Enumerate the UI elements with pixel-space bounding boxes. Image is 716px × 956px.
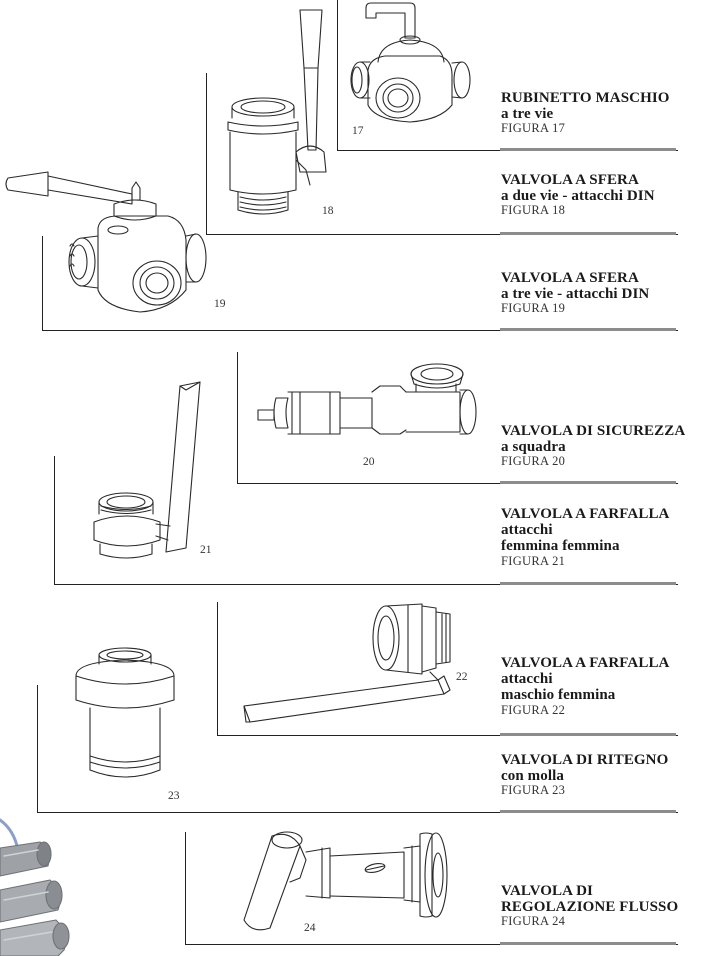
caption-figure-label: FIGURA 20 bbox=[501, 454, 566, 469]
caption-figure-label: FIGURA 19 bbox=[501, 301, 566, 316]
caption-title: VALVOLA A FARFALLA bbox=[501, 506, 670, 522]
caption-subtitle: attacchi bbox=[501, 671, 553, 688]
drawing-number-17: 17 bbox=[352, 125, 364, 137]
caption-subtitle: a due vie - attacchi DIN bbox=[501, 188, 655, 205]
decorative-pipes-image bbox=[0, 820, 69, 956]
caption-subtitle: a squadra bbox=[501, 439, 566, 456]
caption-subtitle: con molla bbox=[501, 768, 564, 785]
caption-title: RUBINETTO MASCHIO bbox=[501, 90, 670, 106]
caption-title: VALVOLA DI RITEGNO bbox=[501, 752, 669, 768]
drawing-figure-24 bbox=[244, 832, 447, 930]
drawing-figure-21 bbox=[94, 382, 200, 558]
drawing-number-22: 22 bbox=[456, 671, 468, 683]
drawing-number-21: 21 bbox=[200, 544, 212, 556]
drawing-figure-22 bbox=[244, 604, 450, 722]
caption-figure-label: FIGURA 17 bbox=[501, 121, 566, 136]
caption-subtitle: attacchi bbox=[501, 522, 553, 539]
drawing-figure-17 bbox=[351, 3, 470, 122]
drawing-figure-18 bbox=[228, 10, 326, 214]
drawing-figure-23 bbox=[76, 648, 174, 777]
drawing-figure-20 bbox=[258, 364, 476, 434]
caption-figure-label: FIGURA 22 bbox=[501, 702, 566, 717]
caption-title: VALVOLA A SFERA bbox=[501, 270, 639, 286]
caption-subtitle: a tre vie - attacchi DIN bbox=[501, 286, 650, 303]
caption-subtitle: REGOLAZIONE FLUSSO bbox=[501, 899, 679, 916]
caption-figure-label: FIGURA 18 bbox=[501, 203, 566, 218]
caption-figure-label: FIGURA 21 bbox=[501, 553, 566, 568]
caption-title: VALVOLA DI bbox=[501, 883, 593, 899]
drawing-number-24: 24 bbox=[304, 922, 316, 934]
drawing-number-20: 20 bbox=[363, 456, 375, 468]
caption-subtitle-2: maschio femmina bbox=[501, 687, 616, 704]
caption-subtitle-2: femmina femmina bbox=[501, 538, 620, 555]
drawing-figure-19 bbox=[6, 172, 206, 312]
caption-title: VALVOLA A SFERA bbox=[501, 172, 639, 188]
caption-figure-label: FIGURA 23 bbox=[501, 783, 566, 798]
caption-figure-label: FIGURA 24 bbox=[501, 914, 566, 929]
caption-title: VALVOLA DI SICUREZZA bbox=[501, 423, 686, 439]
drawing-number-18: 18 bbox=[322, 205, 334, 217]
drawing-number-23: 23 bbox=[168, 790, 180, 802]
drawing-number-19: 19 bbox=[214, 298, 226, 310]
caption-subtitle: a tre vie bbox=[501, 106, 554, 123]
caption-title: VALVOLA A FARFALLA bbox=[501, 655, 670, 671]
